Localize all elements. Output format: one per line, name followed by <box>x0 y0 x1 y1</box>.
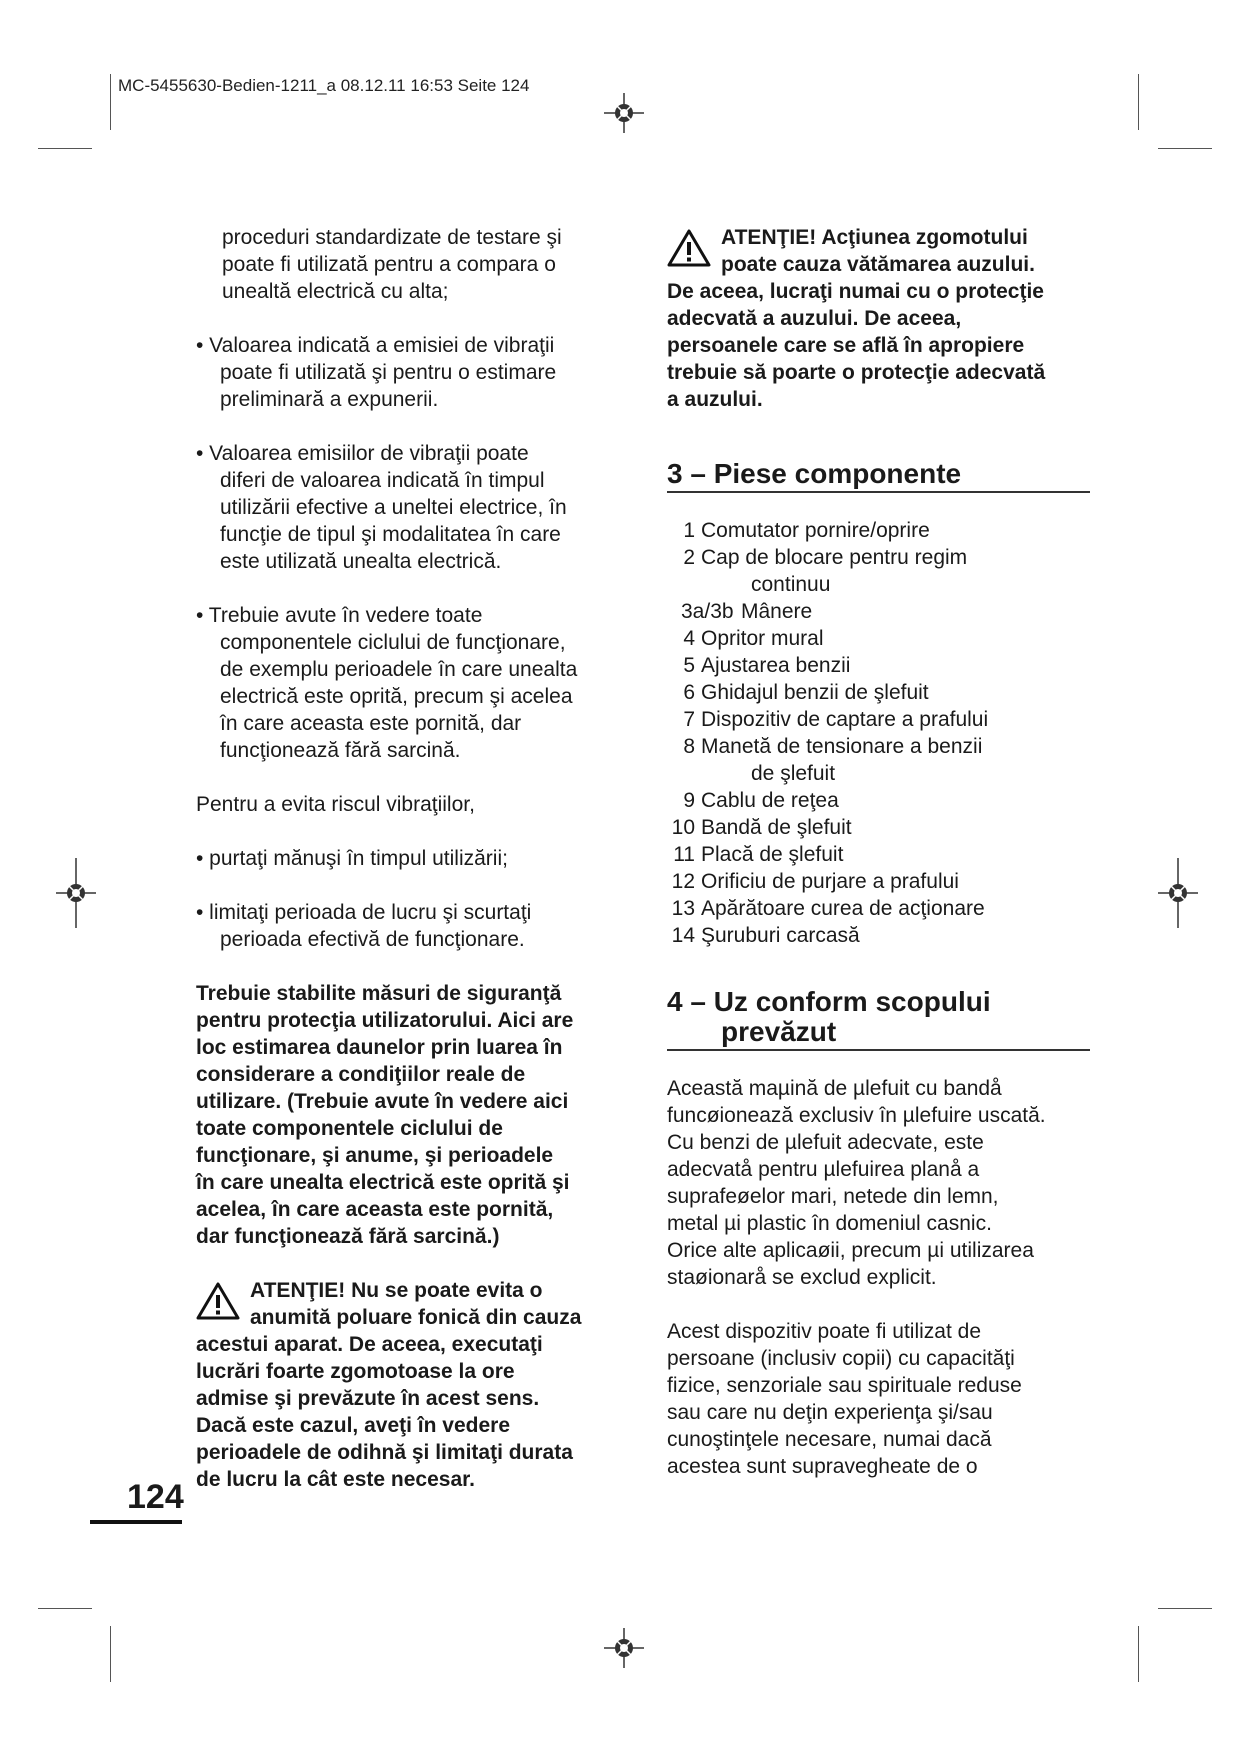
crop-mark <box>110 1626 111 1682</box>
list-item: 12 Orificiu de purjare a prafului <box>671 870 959 893</box>
file-info-header: MC-5455630-Bedien-1211_a 08.12.11 16:53 Seite 124 <box>118 76 530 95</box>
right-column <box>667 224 1090 1480</box>
registration-mark-icon <box>56 858 96 928</box>
section-4-title: 4 – Uz conform scopului prevăzut <box>667 987 1090 1051</box>
safety-paragraph: Trebuie stabilite măsuri de siguranţă pentru protecţia utilizatorului. Aici are loc estimarea daunelor prin luarea în considerare a condiţiilor reale de utilizare. (Trebuie avute în vedere aici toate componentele ciclului de funcţionare, şi anume, şi perioadele în care unealta electrică este oprită şi acelea, în care aceasta este pornită, dar funcţionează fără sarcină.) <box>196 982 574 1248</box>
crop-mark <box>38 148 92 149</box>
page-number: 124 <box>127 1478 184 1516</box>
noise-warning: ATENŢIE! Nu se poate evita o anumită poluare fonică din cauza acestui aparat. De aceea, executaţi lucrări foarte zgomotoase la ore admise şi prevăzute în acest sens. Dacă este cazul, aveţi în vedere perioadele de odihnă şi limitaţi durata de lucru la cât este necesar. <box>196 1279 582 1491</box>
crop-mark <box>1138 1626 1139 1682</box>
crop-mark <box>1158 1608 1212 1609</box>
registration-mark-icon <box>1158 858 1198 928</box>
list-item: 9 Cablu de reţea <box>683 789 839 812</box>
list-item: 1 Comutator pornire/oprire <box>683 519 930 542</box>
list-item: 8 Manetă de tensionare a benzii de şlefuit <box>683 735 983 785</box>
bullet-item: • Valoarea indicată a emisiei de vibraţii poate fi utilizată şi pentru o estimare preliminară a expunerii. <box>196 334 557 411</box>
list-item: 4 Opritor mural <box>683 627 824 650</box>
crop-mark <box>1158 148 1212 149</box>
bullet-item: • Trebuie avute în vedere toate componentele ciclului de funcţionare, de exemplu perioadele în care unealta electrică este oprită, precum şi acelea în care aceasta este pornită, dar funcţionează fără sarcină. <box>196 604 578 762</box>
crop-mark <box>38 1608 92 1609</box>
page-number-rule <box>90 1520 182 1524</box>
bullet-item: • purtaţi mănuşi în timpul utilizării; <box>196 847 508 870</box>
crop-mark <box>1138 74 1139 130</box>
list-item: 5 Ajustarea benzii <box>683 654 851 677</box>
bullet-item: • Valoarea emisiilor de vibraţii poate diferi de valoarea indicată în timpul utilizării efective a uneltei electrice, în funcţie de tipul şi modalitatea în care este utilizată unealta electrică. <box>196 442 567 573</box>
list-item: 7 Dispozitiv de captare a prafului <box>683 708 989 731</box>
paragraph: proceduri standardizate de testare şi poate fi utilizată pentru a compara o unealtă electrică cu alta; <box>222 226 562 303</box>
section-3-title: 3 – Piese componente <box>667 459 1090 493</box>
warning-triangle-icon <box>196 1281 240 1321</box>
list-item: 11 Placă de şlefuit <box>673 843 844 866</box>
paragraph: Această maµină de µlefuit cu bandå funcøionează exclusiv în µlefuire uscată. Cu benzi de µlefuit adecvate, este adecvatå pentru µlefuirea planå a suprafeøelor mari, netede din lemn, metal µi plastic în domeniul casnic. Orice alte aplicaøii, precum µi utilizarea staøionarå se exclud explicit. <box>667 1077 1046 1289</box>
bullet-item: • limitaţi perioada de lucru şi scurtaţi perioada efectivă de funcţionare. <box>196 901 532 951</box>
list-item: 13 Apărătoare curea de acţionare <box>671 897 985 920</box>
list-item: 2 Cap de blocare pentru regim continuu <box>683 546 968 596</box>
registration-mark-icon <box>604 93 644 133</box>
paragraph: Acest dispozitiv poate fi utilizat de persoane (inclusiv copii) cu capacităţi fizice, senzoriale sau spirituale reduse sau care nu deţin experienţa şi/sau cunoştinţele necesare, numai dacă acestea sunt supravegheate de o <box>667 1320 1022 1478</box>
registration-mark-icon <box>604 1628 644 1668</box>
list-item: 3a/3b Mânere <box>681 600 813 623</box>
hearing-warning: ATENŢIE! Acţiunea zgomotului poate cauza vătămarea auzului. De aceea, lucraţi numai cu o protecţie adecvată a auzului. De aceea, persoanele care se află în apropiere trebuie să poarte o protecţie adecvată a auzului. <box>667 226 1046 411</box>
warning-triangle-icon <box>667 228 711 268</box>
crop-mark <box>110 74 111 130</box>
list-item: 6 Ghidajul benzii de şlefuit <box>683 681 929 704</box>
list-item: 14 Şuruburi carcasă <box>671 924 860 947</box>
paragraph: Pentru a evita riscul vibraţiilor, <box>196 793 475 816</box>
list-item: 10 Bandă de şlefuit <box>671 816 852 839</box>
left-column <box>196 224 616 1493</box>
parts-list <box>667 517 1090 949</box>
